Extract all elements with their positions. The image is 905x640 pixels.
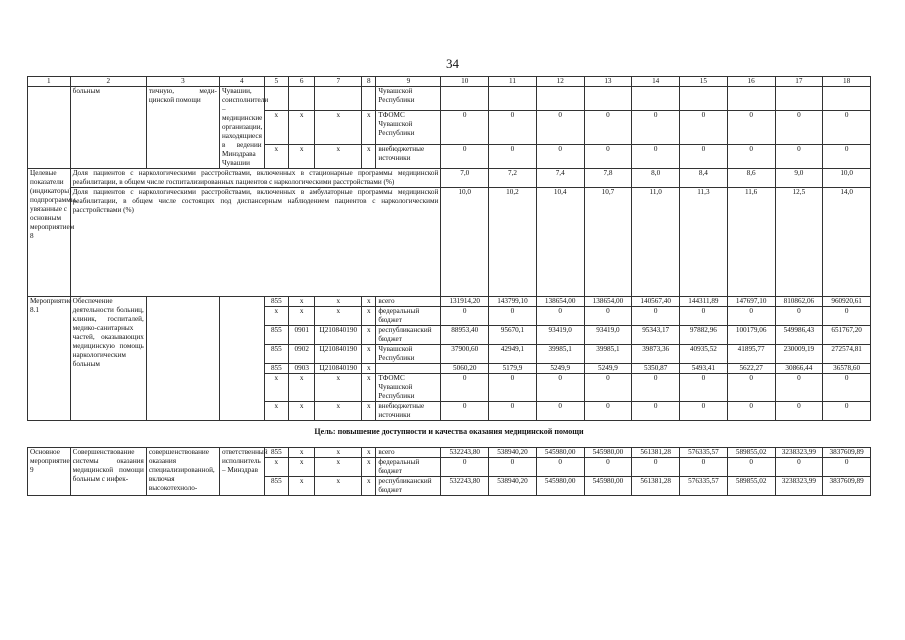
value-cell: 0 bbox=[680, 145, 728, 169]
budget-code: x bbox=[315, 458, 362, 477]
value-cell: 532243,80 bbox=[441, 448, 489, 458]
value-cell: 97882,96 bbox=[680, 326, 728, 345]
budget-code: 0901 bbox=[289, 326, 315, 345]
value-cell: 0 bbox=[632, 307, 680, 326]
value-cell: 0 bbox=[775, 402, 823, 421]
column-number: 12 bbox=[536, 77, 584, 87]
indicator-value: 9,0 bbox=[775, 169, 823, 188]
indicator-value: 8,0 bbox=[632, 169, 680, 188]
value-cell bbox=[727, 87, 775, 111]
budget-code: x bbox=[315, 477, 362, 496]
indicator-value: 11,0 bbox=[632, 188, 680, 297]
budget-code bbox=[362, 87, 376, 111]
value-cell: 561381,28 bbox=[632, 448, 680, 458]
value-cell: 960920,61 bbox=[823, 297, 871, 307]
value-cell: 0 bbox=[632, 110, 680, 145]
column-number: 16 bbox=[727, 77, 775, 87]
activity-executor: Чувашии, соисполнители – медицинские организации, находящиеся в ведении Минздрава Чувашии bbox=[219, 87, 264, 169]
activity-result bbox=[146, 297, 219, 421]
activity-number: Основное мероприятие 9 bbox=[28, 448, 71, 496]
value-cell: 41895,77 bbox=[727, 345, 775, 364]
value-cell: 0 bbox=[823, 145, 871, 169]
budget-code: 855 bbox=[264, 364, 288, 374]
goal-row bbox=[28, 421, 871, 448]
value-cell: 0 bbox=[775, 145, 823, 169]
value-cell bbox=[441, 87, 489, 111]
budget-code: x bbox=[362, 364, 376, 374]
value-cell: 39985,1 bbox=[536, 345, 584, 364]
budget-code: x bbox=[289, 307, 315, 326]
value-cell: 0 bbox=[823, 307, 871, 326]
value-cell bbox=[536, 87, 584, 111]
goal-heading: Цель: повышение доступности и качества оказания медицинской помощи bbox=[314, 427, 584, 436]
value-cell: 0 bbox=[632, 374, 680, 402]
target-indicator-row bbox=[28, 188, 871, 297]
value-cell: 0 bbox=[727, 307, 775, 326]
column-number-row bbox=[28, 77, 871, 87]
budget-code: Ц210840190 bbox=[315, 345, 362, 364]
funding-source: внебюджетные источники bbox=[376, 402, 441, 421]
value-cell: 0 bbox=[775, 458, 823, 477]
activity-result: тичную, меди-цинской помощи bbox=[146, 87, 219, 169]
budget-code: x bbox=[264, 374, 288, 402]
budget-code: x bbox=[362, 145, 376, 169]
value-cell: 36578,60 bbox=[823, 364, 871, 374]
value-cell: 39985,1 bbox=[584, 345, 632, 364]
value-cell: 0 bbox=[441, 307, 489, 326]
indicator-value: 11,6 bbox=[727, 188, 775, 297]
funding-source: федеральный бюджет bbox=[376, 307, 441, 326]
budget-code: x bbox=[362, 345, 376, 364]
value-cell: 0 bbox=[441, 110, 489, 145]
column-number: 11 bbox=[489, 77, 537, 87]
value-cell: 143799,10 bbox=[489, 297, 537, 307]
value-cell: 272574,81 bbox=[823, 345, 871, 364]
indicator-value: 10,0 bbox=[823, 169, 871, 188]
value-cell: 0 bbox=[441, 402, 489, 421]
indicator-value: 7,0 bbox=[441, 169, 489, 188]
budget-code: x bbox=[362, 448, 376, 458]
activity-executor: ответственный исполнитель – Минздрав bbox=[219, 448, 264, 496]
value-cell: 0 bbox=[536, 374, 584, 402]
value-cell: 0 bbox=[441, 458, 489, 477]
budget-code: x bbox=[315, 402, 362, 421]
value-cell: 140567,40 bbox=[632, 297, 680, 307]
value-cell: 138654,00 bbox=[536, 297, 584, 307]
value-cell: 0 bbox=[584, 374, 632, 402]
value-cell: 0 bbox=[823, 402, 871, 421]
value-cell: 0 bbox=[680, 307, 728, 326]
table-row bbox=[28, 448, 871, 458]
value-cell: 0 bbox=[775, 374, 823, 402]
indicator-value: 14,0 bbox=[823, 188, 871, 297]
value-cell: 0 bbox=[536, 402, 584, 421]
budget-code: x bbox=[289, 145, 315, 169]
budget-code: x bbox=[315, 374, 362, 402]
value-cell: 39873,36 bbox=[632, 345, 680, 364]
value-cell bbox=[489, 87, 537, 111]
funding-source: Чувашской Республики bbox=[376, 87, 441, 111]
budget-code: 855 bbox=[264, 345, 288, 364]
value-cell: 576335,57 bbox=[680, 477, 728, 496]
value-cell: 40935,52 bbox=[680, 345, 728, 364]
indicator-value: 8,6 bbox=[727, 169, 775, 188]
indicator-value: 11,3 bbox=[680, 188, 728, 297]
budget-code bbox=[315, 87, 362, 111]
value-cell: 5622,27 bbox=[727, 364, 775, 374]
value-cell: 30866,44 bbox=[775, 364, 823, 374]
table-row bbox=[28, 297, 871, 307]
table-row bbox=[28, 87, 871, 111]
value-cell: 0 bbox=[441, 374, 489, 402]
indicator-text: Доля пациентов с наркологическими расстройствами, включенных в амбулаторные программы медицинской реабилитации, в общем числе состоящих под диспансерным наблюдением пациентов с наркологическими расстройствами (%) bbox=[70, 188, 441, 297]
budget-code: x bbox=[315, 448, 362, 458]
value-cell: 0 bbox=[536, 145, 584, 169]
column-number: 14 bbox=[632, 77, 680, 87]
indicator-value: 10,7 bbox=[584, 188, 632, 297]
budget-code: x bbox=[362, 110, 376, 145]
budget-code: x bbox=[315, 110, 362, 145]
value-cell bbox=[680, 87, 728, 111]
value-cell: 0 bbox=[680, 458, 728, 477]
value-cell: 0 bbox=[441, 145, 489, 169]
value-cell: 93419,0 bbox=[584, 326, 632, 345]
indicator-value: 8,4 bbox=[680, 169, 728, 188]
column-number: 15 bbox=[680, 77, 728, 87]
budget-code: x bbox=[315, 145, 362, 169]
value-cell: 0 bbox=[584, 307, 632, 326]
value-cell: 42949,1 bbox=[489, 345, 537, 364]
funding-source: республиканский бюджет bbox=[376, 477, 441, 496]
value-cell: 0 bbox=[632, 145, 680, 169]
value-cell: 230009,19 bbox=[775, 345, 823, 364]
funding-source: ТФОМС Чувашской Республики bbox=[376, 110, 441, 145]
column-number: 5 bbox=[264, 77, 288, 87]
value-cell: 651767,20 bbox=[823, 326, 871, 345]
budget-code: x bbox=[289, 458, 315, 477]
budget-code: 0903 bbox=[289, 364, 315, 374]
value-cell bbox=[584, 87, 632, 111]
value-cell: 0 bbox=[727, 145, 775, 169]
value-cell: 0 bbox=[680, 110, 728, 145]
column-number: 3 bbox=[146, 77, 219, 87]
value-cell: 0 bbox=[727, 402, 775, 421]
budget-code: x bbox=[289, 448, 315, 458]
value-cell: 0 bbox=[489, 307, 537, 326]
budget-code: x bbox=[289, 402, 315, 421]
indicator-value: 10,4 bbox=[536, 188, 584, 297]
funding-source: федеральный бюджет bbox=[376, 458, 441, 477]
budget-code: x bbox=[264, 307, 288, 326]
value-cell: 589855,02 bbox=[727, 448, 775, 458]
indicator-value: 12,5 bbox=[775, 188, 823, 297]
value-cell: 37900,60 bbox=[441, 345, 489, 364]
funding-source: Чувашской Республики bbox=[376, 345, 441, 364]
value-cell bbox=[775, 87, 823, 111]
funding-source: всего bbox=[376, 448, 441, 458]
value-cell: 0 bbox=[632, 458, 680, 477]
value-cell: 549986,43 bbox=[775, 326, 823, 345]
value-cell: 0 bbox=[775, 110, 823, 145]
column-number: 10 bbox=[441, 77, 489, 87]
indicator-value: 7,4 bbox=[536, 169, 584, 188]
budget-code: x bbox=[362, 326, 376, 345]
program-table bbox=[27, 76, 871, 496]
funding-source bbox=[376, 364, 441, 374]
value-cell: 0 bbox=[584, 402, 632, 421]
value-cell: 810862,06 bbox=[775, 297, 823, 307]
budget-code: x bbox=[289, 110, 315, 145]
column-number: 17 bbox=[775, 77, 823, 87]
indicator-value: 7,8 bbox=[584, 169, 632, 188]
budget-code: 855 bbox=[264, 297, 288, 307]
value-cell: 3837609,89 bbox=[823, 448, 871, 458]
value-cell: 147697,10 bbox=[727, 297, 775, 307]
value-cell: 561381,28 bbox=[632, 477, 680, 496]
value-cell: 0 bbox=[536, 110, 584, 145]
funding-source: ТФОМС Чувашской Республики bbox=[376, 374, 441, 402]
activity-number: Мероприятие 8.1 bbox=[28, 297, 71, 421]
value-cell: 0 bbox=[823, 374, 871, 402]
budget-code: x bbox=[362, 458, 376, 477]
indicator-value: 10,0 bbox=[441, 188, 489, 297]
funding-source: всего bbox=[376, 297, 441, 307]
activity-number bbox=[28, 87, 71, 169]
value-cell: 0 bbox=[727, 110, 775, 145]
column-number: 7 bbox=[315, 77, 362, 87]
value-cell: 0 bbox=[632, 402, 680, 421]
value-cell: 0 bbox=[727, 458, 775, 477]
value-cell: 0 bbox=[584, 110, 632, 145]
value-cell: 88953,40 bbox=[441, 326, 489, 345]
value-cell: 0 bbox=[489, 145, 537, 169]
budget-code: x bbox=[264, 145, 288, 169]
budget-code: x bbox=[362, 402, 376, 421]
activity-name: Обеспечение деятельности больниц, клиник, госпиталей, медико-санитарных частей, оказывающих медицинскую помощь наркологическим больным bbox=[70, 297, 146, 421]
budget-code: 855 bbox=[264, 326, 288, 345]
budget-code: x bbox=[289, 297, 315, 307]
value-cell: 95343,17 bbox=[632, 326, 680, 345]
funding-source: республиканский бюджет bbox=[376, 326, 441, 345]
column-number: 6 bbox=[289, 77, 315, 87]
budget-code: 0902 bbox=[289, 345, 315, 364]
value-cell: 538940,20 bbox=[489, 477, 537, 496]
value-cell: 0 bbox=[489, 402, 537, 421]
budget-code: x bbox=[362, 297, 376, 307]
value-cell: 545980,00 bbox=[536, 477, 584, 496]
column-number: 4 bbox=[219, 77, 264, 87]
page-number: 34 bbox=[446, 56, 459, 71]
activity-name: больным bbox=[70, 87, 146, 169]
value-cell: 5249,9 bbox=[536, 364, 584, 374]
value-cell: 3238323,99 bbox=[775, 477, 823, 496]
value-cell: 532243,80 bbox=[441, 477, 489, 496]
value-cell: 0 bbox=[727, 374, 775, 402]
indicator-value: 10,2 bbox=[489, 188, 537, 297]
value-cell: 0 bbox=[536, 307, 584, 326]
value-cell: 589855,02 bbox=[727, 477, 775, 496]
budget-code: 855 bbox=[264, 448, 288, 458]
value-cell: 0 bbox=[680, 402, 728, 421]
value-cell: 5493,41 bbox=[680, 364, 728, 374]
value-cell: 0 bbox=[823, 110, 871, 145]
activity-executor bbox=[219, 297, 264, 421]
budget-code: x bbox=[264, 402, 288, 421]
target-indicator-row bbox=[28, 169, 871, 188]
column-number: 1 bbox=[28, 77, 71, 87]
budget-code: x bbox=[289, 374, 315, 402]
budget-code: x bbox=[315, 297, 362, 307]
activity-name: Совершенствование системы оказания медицинской помощи больным с инфек- bbox=[70, 448, 146, 496]
value-cell: 0 bbox=[489, 374, 537, 402]
value-cell: 3837609,89 bbox=[823, 477, 871, 496]
value-cell: 0 bbox=[584, 145, 632, 169]
budget-code: x bbox=[362, 374, 376, 402]
budget-code bbox=[289, 87, 315, 111]
column-number: 2 bbox=[70, 77, 146, 87]
indicator-value: 7,2 bbox=[489, 169, 537, 188]
column-number: 8 bbox=[362, 77, 376, 87]
value-cell: 93419,0 bbox=[536, 326, 584, 345]
value-cell: 100179,06 bbox=[727, 326, 775, 345]
value-cell: 5249,9 bbox=[584, 364, 632, 374]
value-cell: 0 bbox=[680, 374, 728, 402]
value-cell: 0 bbox=[536, 458, 584, 477]
indicator-text: Доля пациентов с наркологическими расстройствами, включенных в стационарные программы медицинской реабилитации, в общем числе госпитализированных пациентов с наркологическими расстройствами (%) bbox=[70, 169, 441, 188]
value-cell: 0 bbox=[823, 458, 871, 477]
column-number: 13 bbox=[584, 77, 632, 87]
column-number: 9 bbox=[376, 77, 441, 87]
value-cell: 0 bbox=[489, 458, 537, 477]
value-cell: 3238323,99 bbox=[775, 448, 823, 458]
value-cell: 545980,00 bbox=[536, 448, 584, 458]
budget-code: x bbox=[264, 110, 288, 145]
value-cell: 138654,00 bbox=[584, 297, 632, 307]
funding-source: внебюджетные источники bbox=[376, 145, 441, 169]
budget-code: x bbox=[289, 477, 315, 496]
activity-result: совершенствование оказания специализированной, включая высокотехноло- bbox=[146, 448, 219, 496]
value-cell: 5350,87 bbox=[632, 364, 680, 374]
value-cell: 144311,89 bbox=[680, 297, 728, 307]
value-cell bbox=[823, 87, 871, 111]
column-number: 18 bbox=[823, 77, 871, 87]
value-cell: 0 bbox=[775, 307, 823, 326]
budget-code: 855 bbox=[264, 477, 288, 496]
value-cell: 545980,00 bbox=[584, 448, 632, 458]
target-label: Целевые показатели (индикаторы) подпрограммы, увязанные с основным мероприятием 8 bbox=[28, 169, 71, 297]
budget-code: x bbox=[315, 307, 362, 326]
value-cell: 131914,20 bbox=[441, 297, 489, 307]
value-cell: 0 bbox=[584, 458, 632, 477]
value-cell: 545980,00 bbox=[584, 477, 632, 496]
budget-code: x bbox=[362, 307, 376, 326]
value-cell: 5060,20 bbox=[441, 364, 489, 374]
value-cell bbox=[632, 87, 680, 111]
value-cell: 95670,1 bbox=[489, 326, 537, 345]
value-cell: 0 bbox=[489, 110, 537, 145]
value-cell: 576335,57 bbox=[680, 448, 728, 458]
budget-code: Ц210840190 bbox=[315, 364, 362, 374]
budget-code: Ц210840190 bbox=[315, 326, 362, 345]
value-cell: 538940,20 bbox=[489, 448, 537, 458]
value-cell: 5179,9 bbox=[489, 364, 537, 374]
budget-code: x bbox=[264, 458, 288, 477]
budget-code: x bbox=[362, 477, 376, 496]
